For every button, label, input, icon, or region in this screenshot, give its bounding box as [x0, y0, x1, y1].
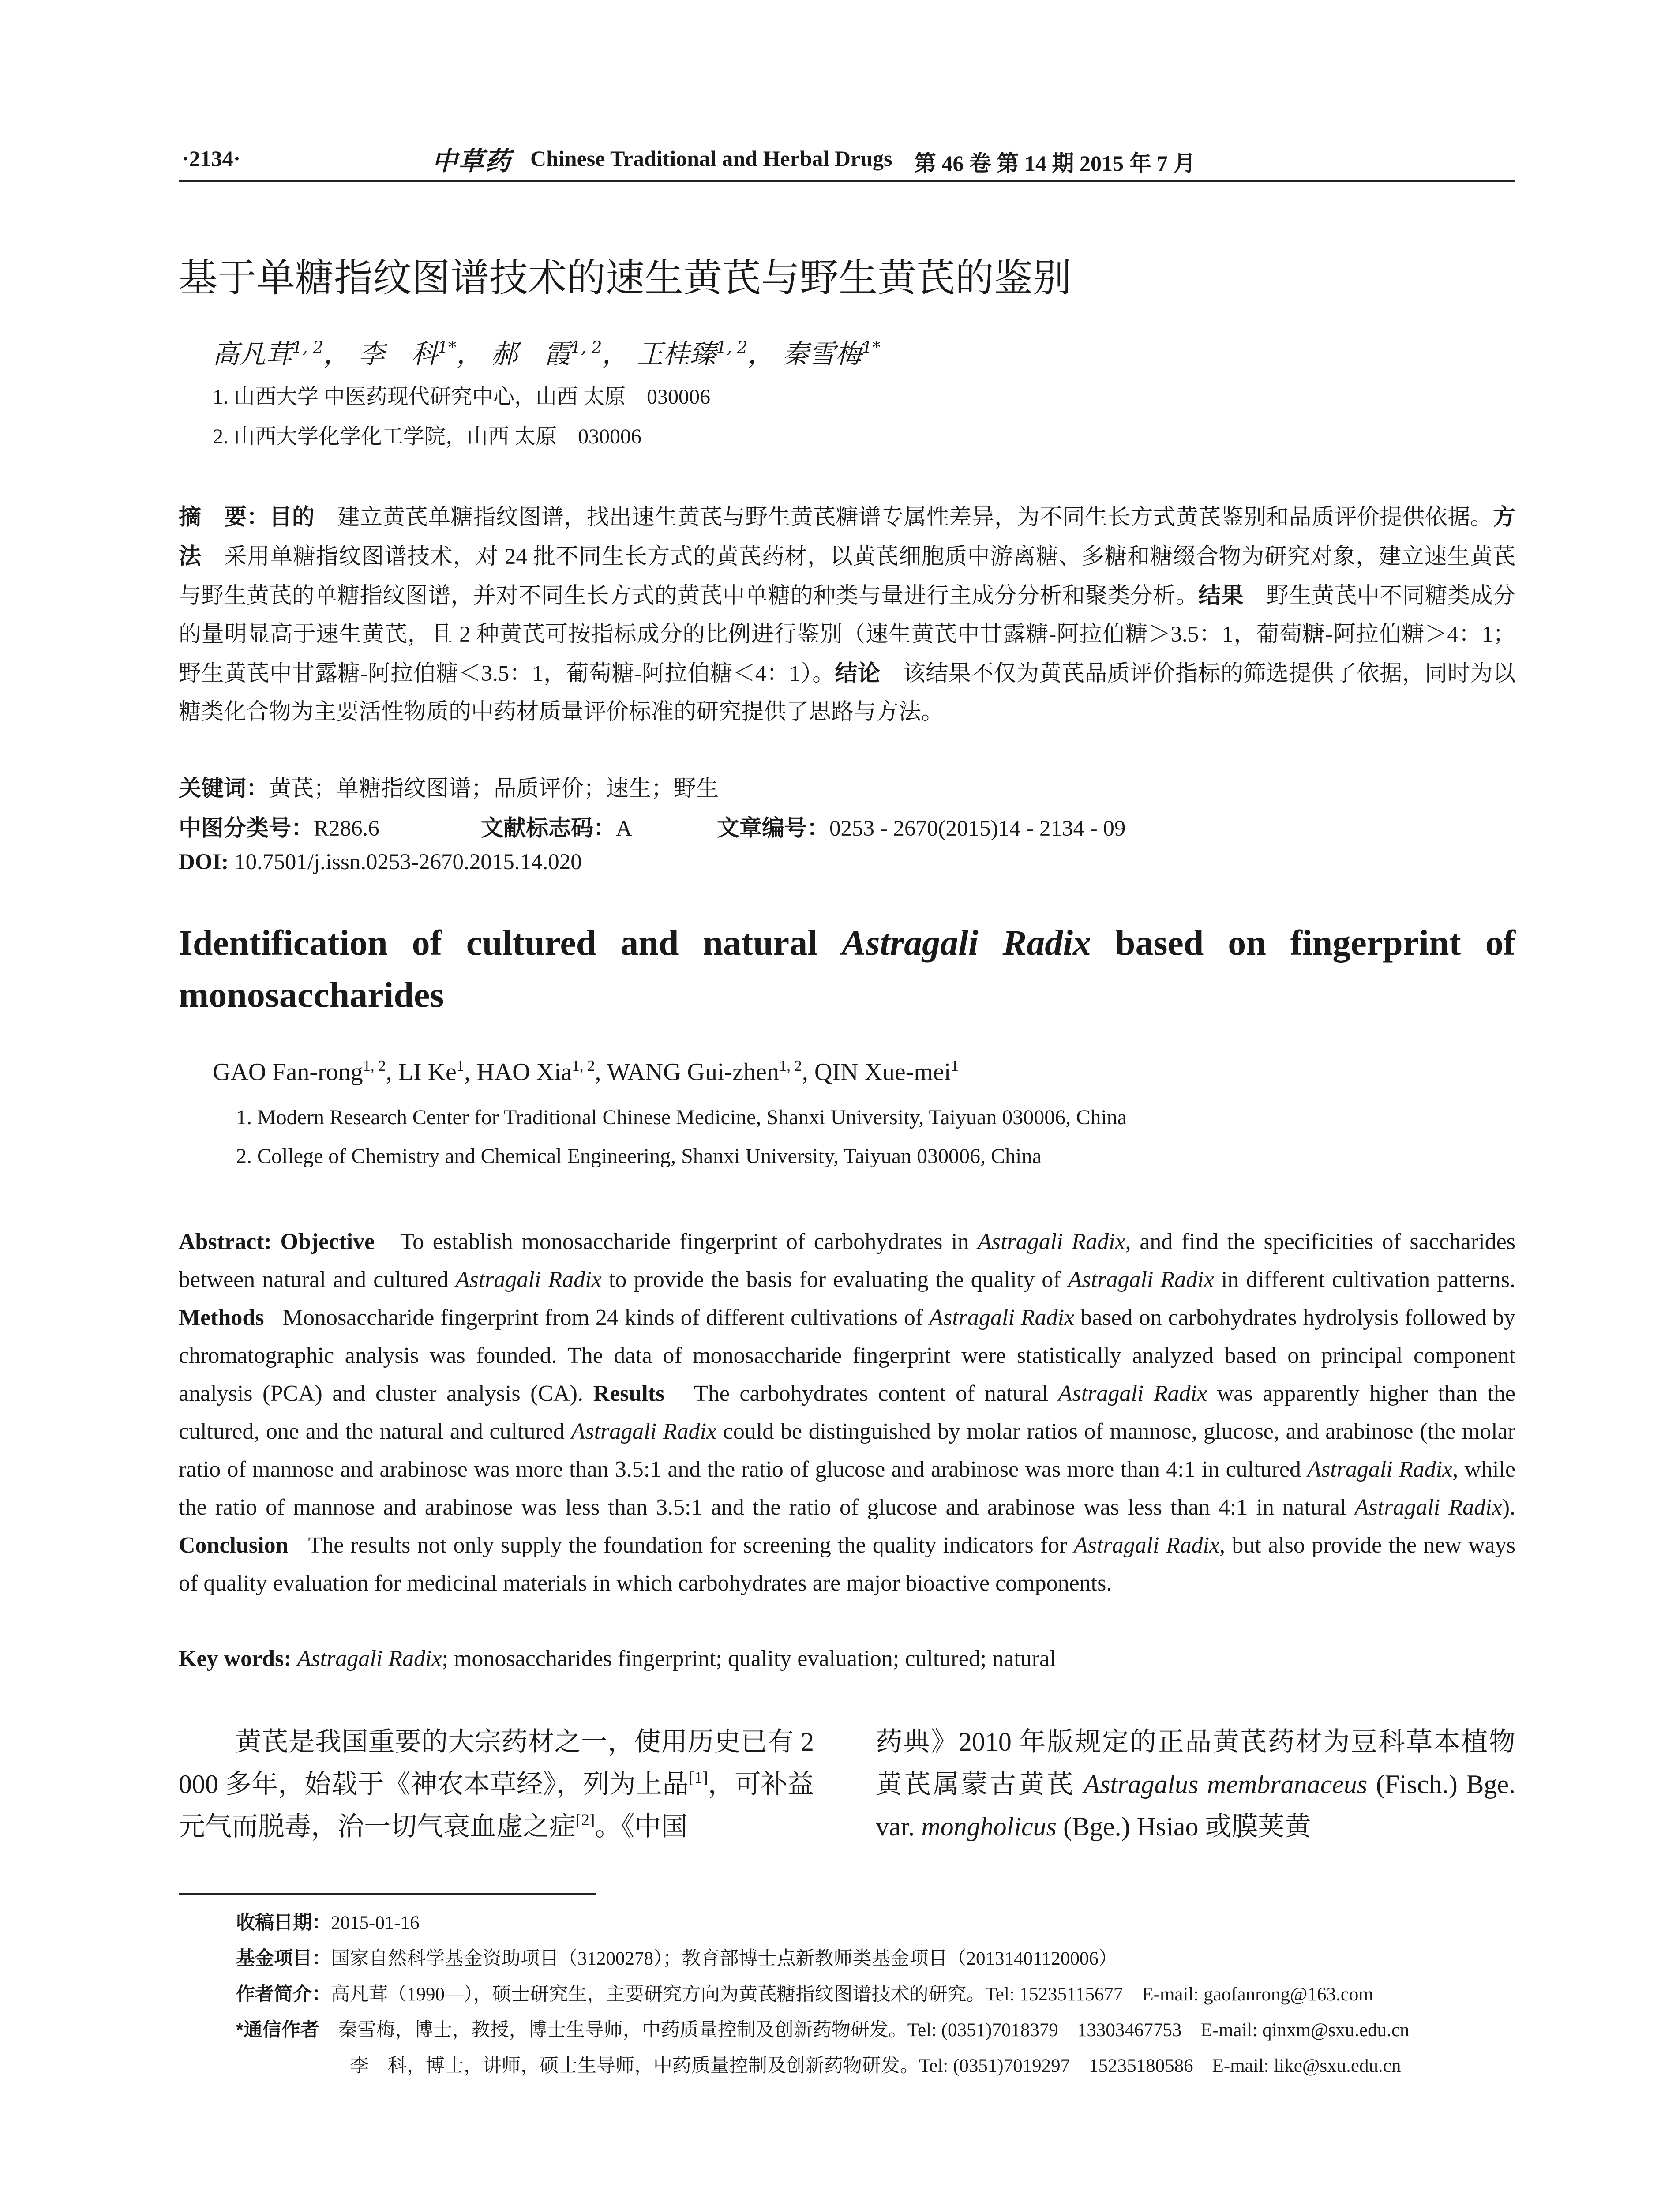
- species-name: Astragali Radix: [571, 1419, 717, 1444]
- body-text: 黄芪是我国重要的大宗药材之一，使用历史已有 2 000 多年，始载于《神农本草经》，列为上品: [179, 1727, 814, 1799]
- clc-value: R286.6: [314, 816, 379, 841]
- methods-text: 采用单糖指纹图谱技术，对 24 批不同生长方式的黄芪药材，以黄芪细胞质中游离糖、多糖和糖缀合物为研究对象，建立速生黄芪与野生黄芪的单糖指纹图谱，并对不同生长方式的黄芪中单糖的种类与量进行主成分分析和聚类分析。: [179, 544, 1515, 608]
- objective-label: 目的: [269, 504, 315, 529]
- abstract-text: , and find the specificities of saccharides between natural and cultured: [179, 1229, 1515, 1292]
- footnotes: [236, 1905, 1524, 2084]
- keywords-text: 黄芪；单糖指纹图谱；品质评价；速生；野生: [269, 777, 719, 801]
- journal-name-en: Chinese Traditional and Herbal Drugs: [530, 146, 892, 171]
- objective-label: Objective: [280, 1229, 375, 1254]
- abstract-text: To establish monosaccharide fingerprint of carbohydrates in: [400, 1229, 978, 1254]
- author-affil-mark: 1*: [438, 338, 457, 357]
- author-name: QIN Xue-mei: [814, 1058, 951, 1086]
- affiliation-en: 2. College of Chemistry and Chemical Engineering, Shanxi University, Taiyuan 030006, China: [236, 1144, 1042, 1168]
- keywords-cn: [179, 770, 1515, 803]
- results-label: 结果: [1198, 583, 1244, 608]
- clc-number: [179, 810, 379, 842]
- abstract-label: 摘 要：: [179, 504, 270, 529]
- keywords-text: ; monosaccharides fingerprint; quality evaluation; cultured; natural: [442, 1646, 1056, 1671]
- footnote-corresponding: [236, 2012, 1524, 2048]
- author-name: GAO Fan-rong: [213, 1058, 363, 1086]
- methods-label: Methods: [179, 1305, 264, 1330]
- body-text: (Fisch.) Bge. var.: [876, 1770, 1515, 1841]
- footnote-text: 李 科，博士，讲师，硕士生导师，中药质量控制及创新药物研发。Tel: (0351)7019297 15235180586 E-mail: like@sxu.edu.cn: [350, 2056, 1401, 2076]
- abstract-text: Monosaccharide fingerprint from 24 kinds of different cultivations of: [282, 1305, 930, 1330]
- footnote-author-bio: [236, 1977, 1524, 2012]
- author-name: 李 科: [358, 339, 438, 370]
- keywords-label: 关键词：: [179, 776, 269, 801]
- species-name: Astragali Radix: [978, 1229, 1125, 1254]
- reference-mark[interactable]: [1]: [689, 1769, 708, 1787]
- body-text: (Bge.) Hsiao 或膜荚黄: [1056, 1812, 1311, 1841]
- article-value: 0253 - 2670(2015)14 - 2134 - 09: [829, 816, 1126, 841]
- article-label: 文章编号：: [717, 815, 830, 840]
- abstract-text: ).: [1502, 1495, 1516, 1520]
- abstract-text: could be distinguished by molar ratios of mannose, glucose, and arabinose (the molar ratio of mannose and arabinose was more than 3.5:1 and the ratio of glucose and arabinose was more than 4:1 in cultured: [179, 1419, 1516, 1482]
- footnote-corresponding-2: [236, 2048, 1524, 2084]
- body-text: 药典》2010 年版规定的正品黄芪药材为豆科草本植物黄芪属蒙古黄芪: [876, 1727, 1515, 1799]
- author-affil-mark: 1, 2: [779, 1057, 802, 1074]
- paper-title-en: [179, 917, 1515, 1021]
- species-name: Astragali Radix: [1068, 1267, 1214, 1292]
- footnote-label: *通信作者: [236, 2019, 319, 2041]
- author-affil-mark: 1, 2: [572, 1057, 595, 1074]
- author-affil-mark: 1, 2: [570, 338, 602, 357]
- body-column-left: [179, 1721, 814, 1848]
- author-affil-mark: 1, 2: [716, 338, 748, 357]
- abstract-text: based on carbohydrates hydrolysis followed by chromatographic analysis was founded. The data of monosaccharide fingerprint were statistically analyzed based on principal component analysis (PCA) and cluster analysis (CA).: [179, 1305, 1515, 1406]
- footnote-fund: [236, 1941, 1524, 1977]
- author-affil-mark: 1, 2: [292, 338, 323, 357]
- author-affil-mark: 1*: [862, 338, 881, 357]
- species-name: Astragalus membranaceus: [1084, 1770, 1368, 1799]
- abstract-text: in different cultivation patterns.: [1214, 1267, 1515, 1292]
- keywords-en: [179, 1646, 1515, 1672]
- affiliation-cn: 1. 山西大学 中医药现代研究中心，山西 太原 030006: [213, 385, 711, 409]
- footnote-label: 基金项目：: [236, 1948, 331, 1969]
- reference-mark[interactable]: [2]: [576, 1811, 595, 1830]
- affiliation-en: 1. Modern Research Center for Traditional Chinese Medicine, Shanxi University, Taiyuan 030006, China: [236, 1106, 1127, 1129]
- author-affil-mark: 1, 2: [363, 1057, 386, 1074]
- header-rule: [179, 180, 1515, 182]
- footnote-text: 国家自然科学基金资助项目（31200278）；教育部博士点新教师类基金项目（20131401120006）: [331, 1948, 1118, 1969]
- footnote-label: 作者简介：: [236, 1984, 331, 2005]
- abstract-en: [179, 1223, 1515, 1602]
- abstract-cn: [179, 498, 1515, 732]
- abstract-text: , while the ratio of mannose and arabinose was less than 3.5:1 and the ratio of glucose and arabinose was less than 4:1 in natural: [179, 1457, 1515, 1520]
- keyword-species: Astragali Radix: [297, 1646, 442, 1671]
- author-name: 秦雪梅: [782, 339, 862, 370]
- abstract-label: Abstract:: [179, 1229, 281, 1254]
- author-name: LI Ke: [398, 1058, 457, 1086]
- body-text: ，可补益元气而脱毒，治一切气衰血虚之症: [179, 1770, 814, 1841]
- species-name: Astragali Radix: [1073, 1533, 1220, 1558]
- objective-text: 建立黄芪单糖指纹图谱，找出速生黄芪与野生黄芪糖谱专属性差异，为不同生长方式黄芪鉴别和品质评价提供依据。: [337, 505, 1493, 530]
- article-number: [717, 810, 1125, 842]
- body-column-right: [876, 1721, 1515, 1848]
- conclusion-label: 结论: [835, 660, 881, 686]
- clc-label: 中图分类号：: [179, 815, 314, 840]
- author-name: 高凡茸: [213, 339, 292, 370]
- author-name: HAO Xia: [476, 1058, 572, 1086]
- results-text: 野生黄芪中不同糖类成分的量明显高于速生黄芪，且 2 种黄芪可按指标成分的比例进行鉴别（速生黄芪中甘露糖-阿拉伯糖＞3.5：1，葡萄糖-阿拉伯糖＞4：1；野生黄芪中甘露糖-阿拉伯糖＜3.5：1，葡萄糖-阿拉伯糖＜4：1）。: [179, 584, 1515, 686]
- keywords-label: Key words:: [179, 1646, 297, 1671]
- doi-label: DOI:: [179, 850, 229, 874]
- title-en-part: based on fingerprint of monosaccharides: [179, 923, 1515, 1015]
- methods-label: 方法: [179, 504, 1515, 569]
- abstract-text: to provide the basis for evaluating the quality of: [601, 1267, 1068, 1292]
- running-head: [182, 140, 1505, 180]
- conclusion-text: 该结果不仅为黄芪品质评价指标的筛选提供了依据，同时为以糖类化合物为主要活性物质的中药材质量评价标准的研究提供了思路与方法。: [179, 661, 1515, 724]
- footnote-text: 高凡茸（1990—），硕士研究生，主要研究方向为黄芪糖指纹图谱技术的研究。Tel: 15235115677 E-mail: gaofanrong@163.com: [331, 1984, 1373, 2005]
- author-affil-mark: 1: [456, 1057, 465, 1074]
- results-label: Results: [593, 1381, 665, 1406]
- title-en-species: Astragali Radix: [841, 923, 1091, 963]
- author-name: 王桂臻: [637, 339, 716, 370]
- journal-name-cn: 中草药: [432, 146, 512, 176]
- paper-title-cn: 基于单糖指纹图谱技术的速生黄芪与野生黄芪的鉴别: [179, 255, 1072, 300]
- species-name: Astragali Radix: [1058, 1381, 1208, 1406]
- abstract-text: The results not only supply the foundation for screening the quality indicators for: [308, 1533, 1074, 1558]
- abstract-text: was apparently higher than the cultured, one and the natural and cultured: [179, 1381, 1516, 1444]
- author-name: WANG Gui-zhen: [607, 1058, 779, 1086]
- species-name: Astragali Radix: [1354, 1495, 1502, 1520]
- abstract-text: , but also provide the new ways of quality evaluation for medicinal materials in which carbohydrates are major bioactive components.: [179, 1533, 1515, 1596]
- conclusion-label: Conclusion: [179, 1533, 289, 1558]
- doc-label: 文献标志码：: [481, 815, 616, 840]
- document-code: [481, 810, 632, 842]
- species-name: Astragali Radix: [929, 1305, 1075, 1330]
- abstract-text: The carbohydrates content of natural: [694, 1381, 1058, 1406]
- footnote-rule: [179, 1893, 596, 1895]
- footnote-received: [236, 1905, 1524, 1941]
- variety-name: mongholicus: [921, 1812, 1057, 1841]
- author-affil-mark: 1: [951, 1057, 959, 1074]
- body-text: 。《中国: [595, 1812, 688, 1841]
- author-list-en: GAO Fan-rong$^{1, 2}$, LI Ke$^1$, HAO Xia$^{1, 2}$, WANG Gui-zhen$^{1, 2}$, QIN Xue-mei$^1$: [213, 1057, 959, 1086]
- doi-row: [179, 849, 582, 875]
- species-name: Astragali Radix: [1307, 1457, 1453, 1482]
- footnote-text: 秦雪梅，博士，教授，博士生导师，中药质量控制及创新药物研发。Tel: (0351)7018379 13303467753 E-mail: qinxm@sxu.edu.cn: [338, 2020, 1410, 2041]
- doc-value: A: [616, 816, 632, 841]
- affiliation-cn: 2. 山西大学化学化工学院，山西 太原 030006: [213, 425, 642, 448]
- footnote-text: 2015-01-16: [331, 1913, 420, 1933]
- title-en-part: Identification of cultured and natural: [179, 923, 842, 963]
- species-name: Astragali Radix: [455, 1267, 602, 1292]
- author-name: 郝 霞: [491, 339, 571, 370]
- page-number: ·2134·: [182, 146, 241, 171]
- footnote-label: 收稿日期：: [236, 1912, 331, 1933]
- author-list-cn: 高凡茸$^{1, 2}$， 李 科$^{1*}$， 郝 霞$^{1, 2}$， 王桂臻$^{1, 2}$， 秦雪梅$^{1*}$: [213, 338, 881, 370]
- issue-info: 第 46 卷 第 14 期 2015 年 7 月: [914, 151, 1196, 176]
- doi-value[interactable]: 10.7501/j.issn.0253-2670.2015.14.020: [234, 850, 582, 874]
